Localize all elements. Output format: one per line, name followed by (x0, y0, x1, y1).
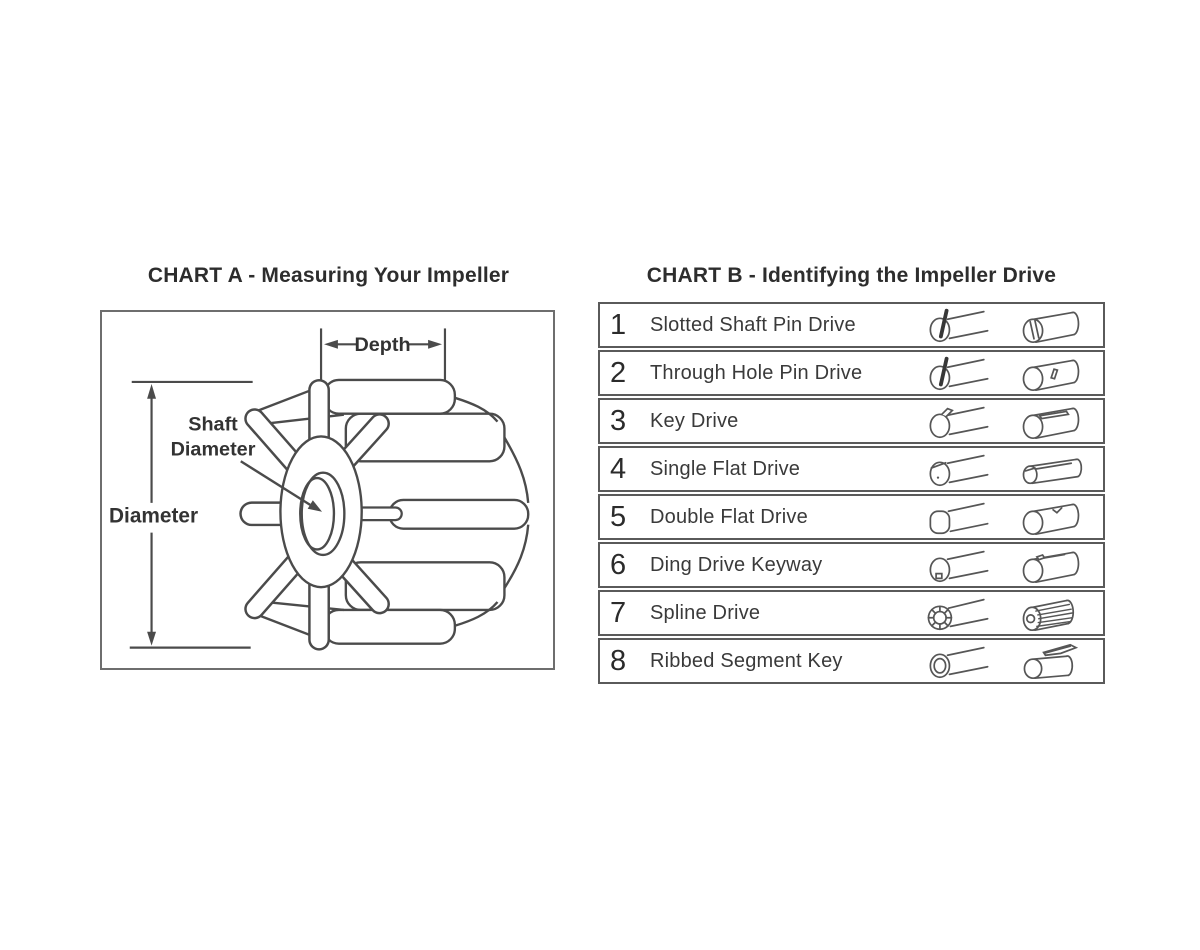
drive-type-label: Ding Drive Keyway (650, 553, 823, 576)
impeller-hub (280, 436, 361, 587)
chart-a-title: CHART A - Measuring Your Impeller (147, 264, 510, 287)
spline-shaft-end-icon (917, 592, 1001, 634)
shaft-end-icon-cell (911, 303, 1007, 347)
double-flat-shaft-end-icon (917, 496, 1001, 538)
drive-type-label: Double Flat Drive (650, 505, 808, 528)
spline-hub-icon (1013, 592, 1097, 634)
keyway-hub-icon (1013, 400, 1097, 442)
pin-shaft-end-icon (917, 352, 1001, 394)
impeller-diagram (102, 312, 553, 668)
row-number: 2 (610, 356, 627, 389)
table-row (598, 302, 1105, 348)
hub-icon-cell (1007, 303, 1103, 347)
shaft-end-icon-cell (911, 543, 1007, 587)
chart-a-panel (100, 310, 555, 670)
row-number: 4 (610, 452, 627, 485)
diameter-label: Diameter (109, 504, 199, 528)
chart-b-title: CHART B - Identifying the Impeller Drive (646, 264, 1057, 287)
table-row (598, 350, 1105, 396)
shaft-end-icon-cell (911, 591, 1007, 635)
hub-icon-cell (1007, 639, 1103, 683)
slotted-hub-icon (1013, 304, 1097, 346)
depth-label: Depth (354, 334, 411, 357)
drive-type-label: Slotted Shaft Pin Drive (650, 313, 856, 336)
hub-icon-cell (1007, 351, 1103, 395)
row-number: 7 (610, 596, 627, 629)
pin-shaft-end-icon (917, 304, 1001, 346)
hub-icon-cell (1007, 591, 1103, 635)
drive-type-label: Key Drive (650, 409, 739, 432)
shaft-end-icon-cell (911, 639, 1007, 683)
ribbed-segment-key-hub-icon (1013, 640, 1097, 682)
double-flat-hub-icon (1013, 496, 1097, 538)
hub-icon-cell (1007, 543, 1103, 587)
table-row (598, 542, 1105, 588)
single-flat-shaft-end-icon (917, 448, 1001, 490)
shaft-diameter-label-line1: Shaft (188, 413, 238, 436)
row-number: 6 (610, 548, 627, 581)
hub-icon-cell (1007, 399, 1103, 443)
chart-b-table (598, 302, 1105, 684)
shaft-end-icon-cell (911, 351, 1007, 395)
table-row (598, 638, 1105, 684)
row-number: 5 (610, 500, 627, 533)
table-row (598, 398, 1105, 444)
row-number: 8 (610, 644, 627, 677)
shaft-end-icon-cell (911, 447, 1007, 491)
drive-type-label: Ribbed Segment Key (650, 649, 843, 672)
table-row (598, 446, 1105, 492)
shaft-end-icon-cell (911, 495, 1007, 539)
key-shaft-end-icon (917, 400, 1001, 442)
table-row (598, 494, 1105, 540)
plain-shaft-end-icon (917, 640, 1001, 682)
table-row (598, 590, 1105, 636)
row-number: 3 (610, 404, 627, 437)
single-flat-hub-icon (1013, 448, 1097, 490)
hub-icon-cell (1007, 447, 1103, 491)
hub-icon-cell (1007, 495, 1103, 539)
row-number: 1 (610, 308, 627, 341)
drive-type-label: Single Flat Drive (650, 457, 801, 480)
shaft-diameter-label-line2: Diameter (170, 438, 256, 461)
shaft-end-icon-cell (911, 399, 1007, 443)
drive-type-label: Through Hole Pin Drive (650, 361, 863, 384)
ding-keyway-hub-icon (1013, 544, 1097, 586)
through-hole-hub-icon (1013, 352, 1097, 394)
ding-shaft-end-icon (917, 544, 1001, 586)
drive-type-label: Spline Drive (650, 601, 761, 624)
